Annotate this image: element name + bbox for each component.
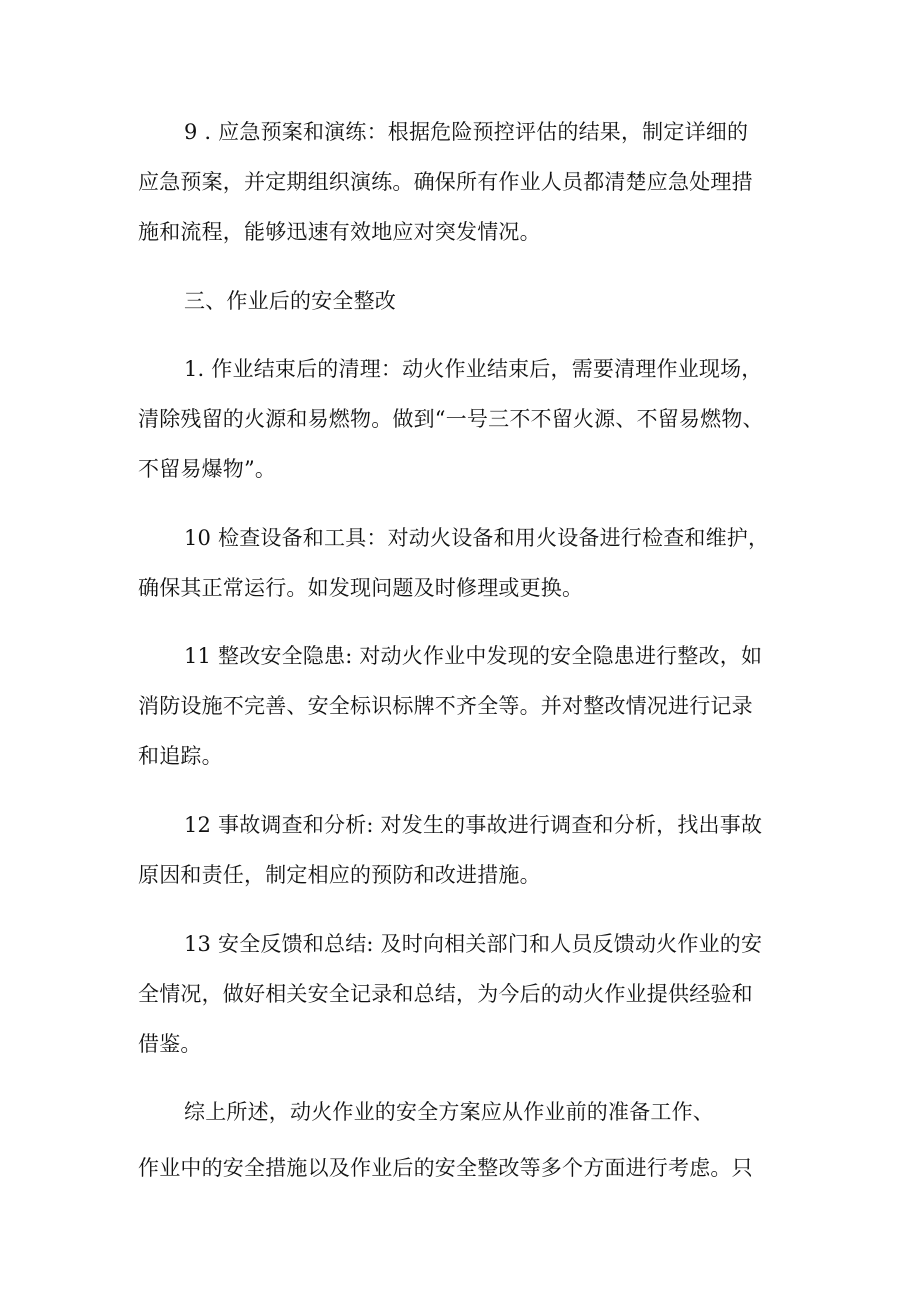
paragraph-11-line-2: 消防设施不完善、安全标识标牌不齐全等。并对整改情况进行记录	[138, 694, 753, 718]
paragraph-13-line-3: 借鉴。	[138, 1032, 202, 1056]
paragraph-12-line-1: 12 事故调查和分析: 对发生的事故进行调查和分析，找出事故	[184, 813, 763, 837]
paragraph-11-line-3: 和追踪。	[138, 744, 223, 768]
paragraph-9-line-1: 9 . 应急预案和演练：根据危险预控评估的结果，制定详细的	[184, 120, 749, 144]
paragraph-13-line-1: 13 安全反馈和总结: 及时向相关部门和人员反馈动火作业的安	[184, 932, 763, 956]
paragraph-1-line-2: 清除残留的火源和易燃物。做到“一号三不不留火源、不留易燃物、	[138, 407, 764, 431]
paragraph-11-line-1: 11 整改安全隐患: 对动火作业中发现的安全隐患进行整改，如	[184, 644, 763, 668]
paragraph-9-line-3: 施和流程，能够迅速有效地应对突发情况。	[138, 220, 541, 244]
paragraph-9-line-2: 应急预案，并定期组织演练。确保所有作业人员都清楚应急处理措	[138, 170, 753, 194]
paragraph-1-line-3: 不留易爆物”。	[138, 457, 277, 481]
paragraph-12-line-2: 原因和责任，制定相应的预防和改进措施。	[138, 863, 541, 887]
paragraph-1-line-1: 1. 作业结束后的清理：动火作业结束后，需要清理作业现场，	[184, 357, 763, 381]
paragraph-13-line-2: 全情况，做好相关安全记录和总结，为今后的动火作业提供经验和	[138, 982, 753, 1006]
summary-line-1: 综上所述，动火作业的安全方案应从作业前的准备工作、	[184, 1100, 714, 1124]
summary-line-2: 作业中的安全措施以及作业后的安全整改等多个方面进行考虑。只	[138, 1156, 753, 1180]
paragraph-10-line-2: 确保其正常运行。如发现问题及时修理或更换。	[138, 576, 584, 600]
section-heading-3: 三、作业后的安全整改	[184, 289, 396, 313]
paragraph-10-line-1: 10 检查设备和工具：对动火设备和用火设备进行检查和维护，	[184, 526, 770, 550]
